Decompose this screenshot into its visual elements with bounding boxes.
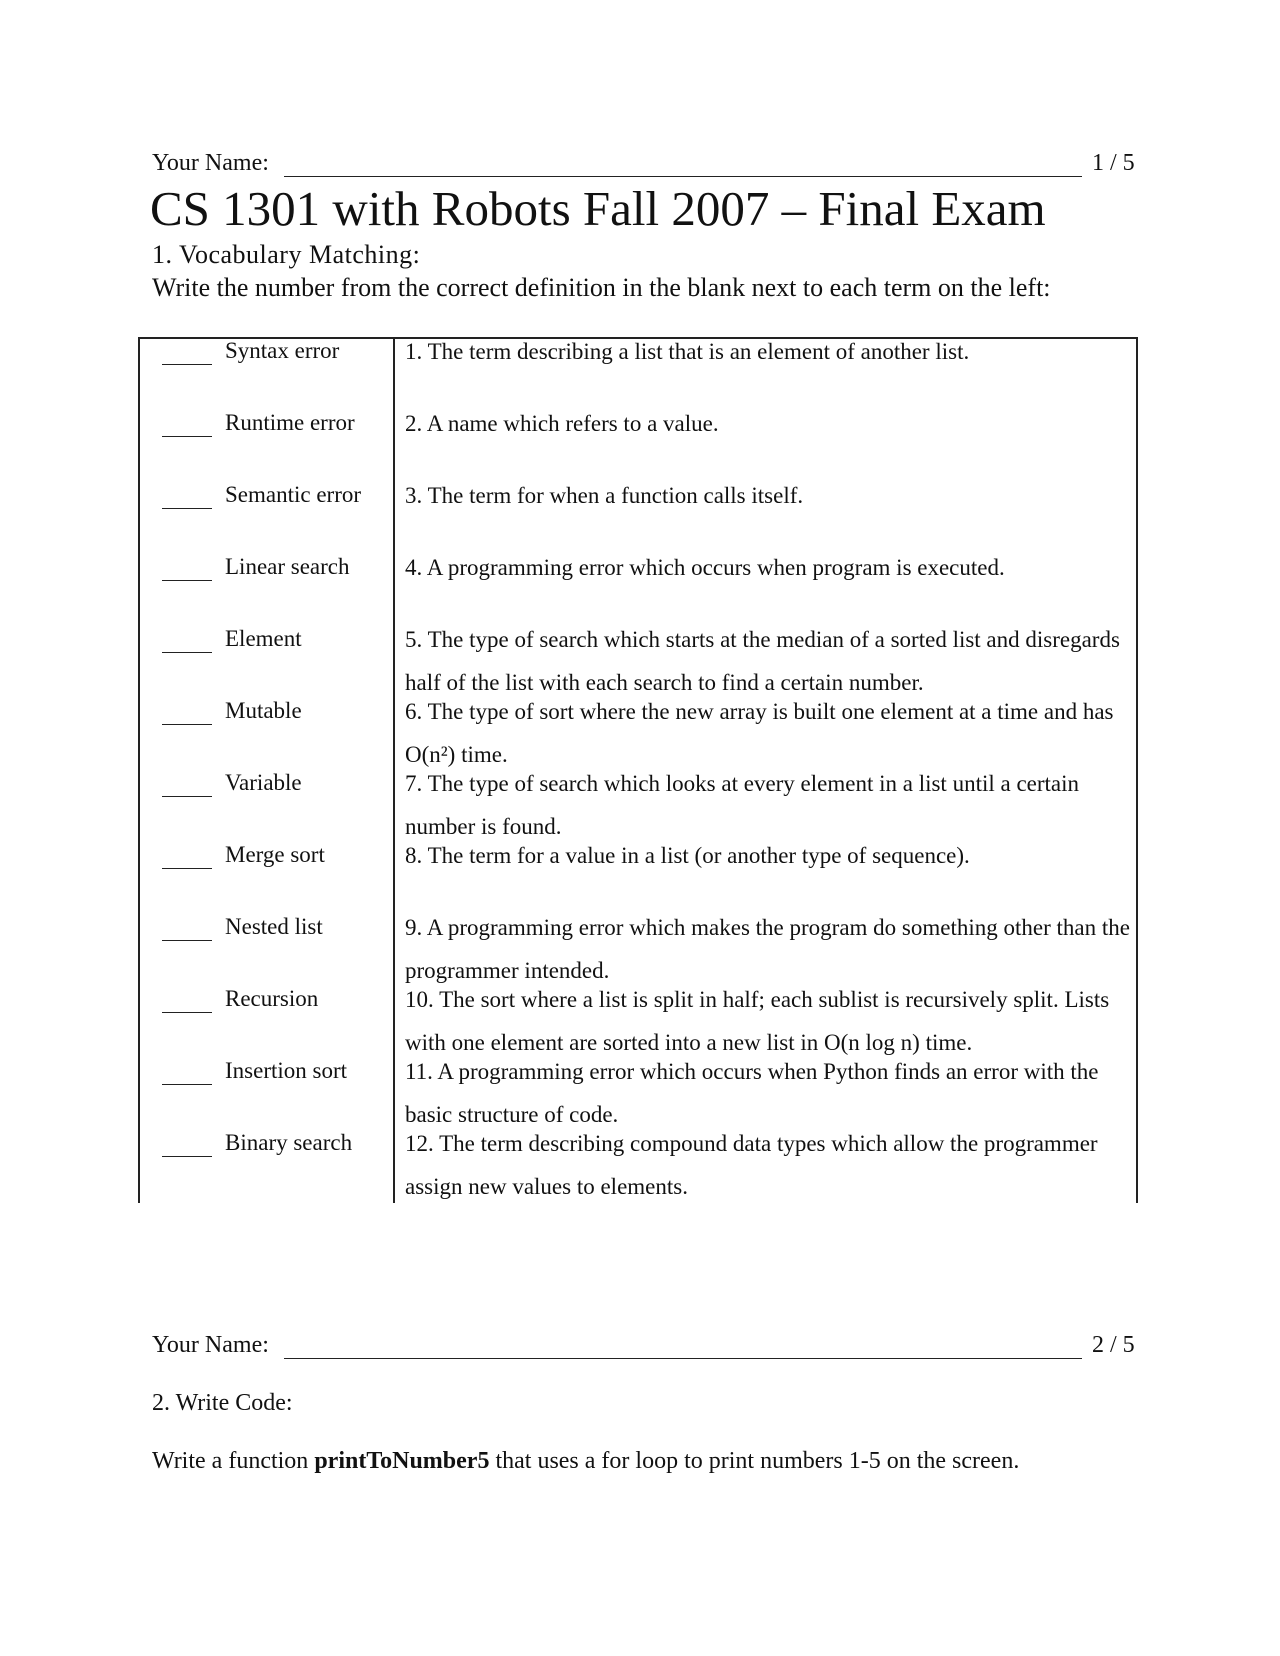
answer-blank[interactable] <box>162 580 212 581</box>
answer-blank[interactable] <box>162 1084 212 1085</box>
question-1-heading: 1. Vocabulary Matching: <box>152 240 421 269</box>
matching-definition: 9. A programming error which makes the program do something other than the programmer intended. <box>405 915 1130 983</box>
answer-blank[interactable] <box>162 724 212 725</box>
page-number: 2 / 5 <box>1092 1332 1135 1358</box>
matching-definition: 1. The term describing a list that is an element of another list. <box>405 339 970 364</box>
name-row-page-1 <box>152 150 1152 182</box>
name-blank-line[interactable] <box>284 176 1082 177</box>
matching-definition: 5. The type of search which starts at the median of a sorted list and disregards half of the list with each search to find a certain number. <box>405 627 1120 695</box>
name-label: Your Name: <box>152 150 269 176</box>
matching-definition: 6. The type of sort where the new array is built one element at a time and has O(n²) time. <box>405 699 1114 767</box>
matching-definition: 7. The type of search which looks at every element in a list until a certain number is found. <box>405 771 1080 839</box>
task-prefix: Write a function <box>152 1448 315 1474</box>
matching-term: Syntax error <box>225 338 340 363</box>
matching-term: Merge sort <box>225 842 325 867</box>
answer-blank[interactable] <box>162 1012 212 1013</box>
function-name: printToNumber5 <box>314 1448 490 1474</box>
answer-blank[interactable] <box>162 796 212 797</box>
matching-term: Runtime error <box>225 410 355 435</box>
page-number: 1 / 5 <box>1092 150 1135 176</box>
matching-definition: 8. The term for a value in a list (or another type of sequence). <box>405 843 970 868</box>
table-column-divider <box>393 337 395 1203</box>
name-blank-line[interactable] <box>284 1358 1082 1359</box>
matching-term: Semantic error <box>225 482 362 507</box>
answer-blank[interactable] <box>162 436 212 437</box>
task-suffix: that uses a for loop to print numbers 1-5 on the screen. <box>489 1448 1020 1474</box>
matching-definition: 11. A programming error which occurs when Python finds an error with the basic structure of code. <box>405 1059 1099 1127</box>
table-right-border <box>1136 337 1138 1203</box>
matching-term: Recursion <box>225 986 319 1011</box>
matching-definition: 3. The term for when a function calls itself. <box>405 483 804 508</box>
matching-term: Element <box>225 626 302 651</box>
answer-blank[interactable] <box>162 868 212 869</box>
matching-definition: 12. The term describing compound data types which allow the programmer assign new values to elements. <box>405 1131 1098 1199</box>
question-2-task <box>152 1448 1019 1475</box>
matching-term: Insertion sort <box>225 1058 348 1083</box>
answer-blank[interactable] <box>162 1156 212 1157</box>
table-left-border <box>138 337 140 1203</box>
matching-definition: 2. A name which refers to a value. <box>405 411 719 436</box>
exam-title: CS 1301 with Robots Fall 2007 – Final Exam <box>150 181 1046 236</box>
name-row-page-2 <box>152 1332 1152 1364</box>
answer-blank[interactable] <box>162 364 212 365</box>
matching-definition: 10. The sort where a list is split in half; each sublist is recursively split. Lists with one element are sorted into a new list in O(n log n) time. <box>405 987 1110 1055</box>
matching-term: Variable <box>225 770 302 795</box>
matching-term: Linear search <box>225 554 350 579</box>
matching-term: Binary search <box>225 1130 353 1155</box>
answer-blank[interactable] <box>162 652 212 653</box>
question-1-instructions: Write the number from the correct definition in the blank next to each term on the left: <box>152 273 1051 302</box>
matching-definition: 4. A programming error which occurs when program is executed. <box>405 555 1005 580</box>
question-2-heading: 2. Write Code: <box>152 1390 293 1416</box>
name-label: Your Name: <box>152 1332 269 1358</box>
matching-term: Mutable <box>225 698 302 723</box>
answer-blank[interactable] <box>162 508 212 509</box>
answer-blank[interactable] <box>162 940 212 941</box>
matching-term: Nested list <box>225 914 323 939</box>
